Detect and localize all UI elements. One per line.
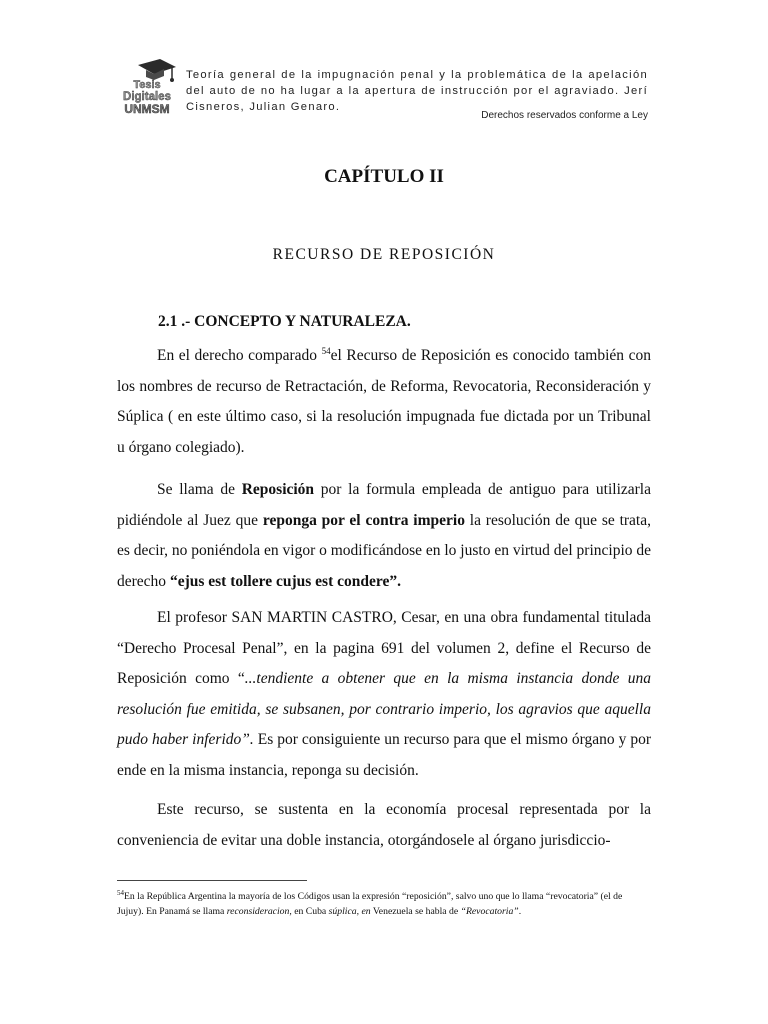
footnote-italic-f: “Revocatoria”	[460, 905, 519, 917]
subsection-heading: 2.1 .- CONCEPTO Y NATURALEZA.	[158, 313, 411, 330]
p2-bold-latin-maxim: “ejus est tollere cujus est condere”.	[169, 572, 401, 590]
p1-text-b: el Recurso de Reposición es conocido también con los nombres de recurso de Retractación, de Reforma, Revocatoria, Reconsideración y Súplica ( en este último caso, si la resolución impugnada fue dictada por un Tribunal u órgano colegiado).	[117, 347, 652, 456]
logo-text-digitales: Digitales	[123, 91, 171, 103]
footnote-divider	[117, 880, 307, 881]
logo-text-unmsm: UNMSM	[124, 102, 170, 116]
footnote-54	[117, 890, 637, 919]
p2-text-c: por la formula empleada de antiguo para utilizarla pidiéndole al Juez que	[117, 481, 651, 529]
rights-notice: Derechos reservados conforme a Ley	[481, 110, 648, 121]
paragraph-1	[117, 341, 651, 463]
p1-text-a: En el derecho comparado	[157, 347, 322, 364]
chapter-title: CAPÍTULO II	[324, 166, 444, 187]
paragraph-2	[117, 475, 651, 597]
paragraph-4	[117, 795, 651, 856]
footnote-text-a: En la República Argentina la mayoría de los Códigos usan la expresión “reposición”, salvo uno que lo llama “revocatoria” (el de Jujuy). En Panamá se llama	[117, 891, 623, 917]
p3-italic-quote: ...tendiente a obtener que en la misma instancia donde una resolución fue emitida, se subsanen, por contrario imperio, los agravios que aquella pudo haber inferido”.	[117, 670, 651, 748]
p2-text-e: la resolución de que se trata, es decir, no poniéndola en vigor o modificándose en lo justo en virtud del principio de derecho	[117, 511, 652, 590]
p2-text-a: Se llama de	[157, 481, 242, 498]
footnote-text-g: .	[518, 905, 522, 917]
footnote-text-e: Venezuela se habla de	[370, 905, 461, 917]
p4-text: Este recurso, se sustenta en la economía procesal representada por la conveniencia de evitar una doble instancia, otorgándosele al órgano jurisdiccio-	[117, 801, 651, 849]
graduation-cap-icon	[116, 57, 178, 117]
unmsm-logo	[116, 57, 178, 117]
p2-bold-contra-imperio: reponga por el contra imperio	[262, 511, 465, 529]
paragraph-3	[117, 603, 651, 786]
footnote-number: 54	[117, 889, 124, 897]
footnote-ref: 54	[321, 346, 331, 356]
p2-bold-reposicion: Reposición	[241, 481, 315, 498]
footnote-italic-d: súplica, en	[328, 905, 371, 917]
p3-text-c: Es por consiguiente un recurso para que el mismo órgano y por ende en la misma instancia, reponga su decisión.	[117, 731, 651, 779]
logo-text-tesis: Tesis	[133, 79, 161, 91]
footnote-italic-b: reconsideracion	[226, 905, 290, 917]
document-header-title: Teoría general de la impugnación penal y la problemática de la apelación del auto de no ha lugar a la apertura de instrucción por el agraviado. Jerí Cisneros, Julian Genaro.	[186, 69, 648, 113]
p3-text-a: El profesor SAN MARTIN CASTRO, Cesar, en una obra fundamental titulada “Derecho Procesal Penal”, en la pagina 691 del volumen 2, define el Recurso de Reposición como “	[117, 609, 651, 687]
section-title: RECURSO DE REPOSICIÓN	[272, 246, 496, 263]
footnote-text-c: , en Cuba	[289, 905, 329, 917]
